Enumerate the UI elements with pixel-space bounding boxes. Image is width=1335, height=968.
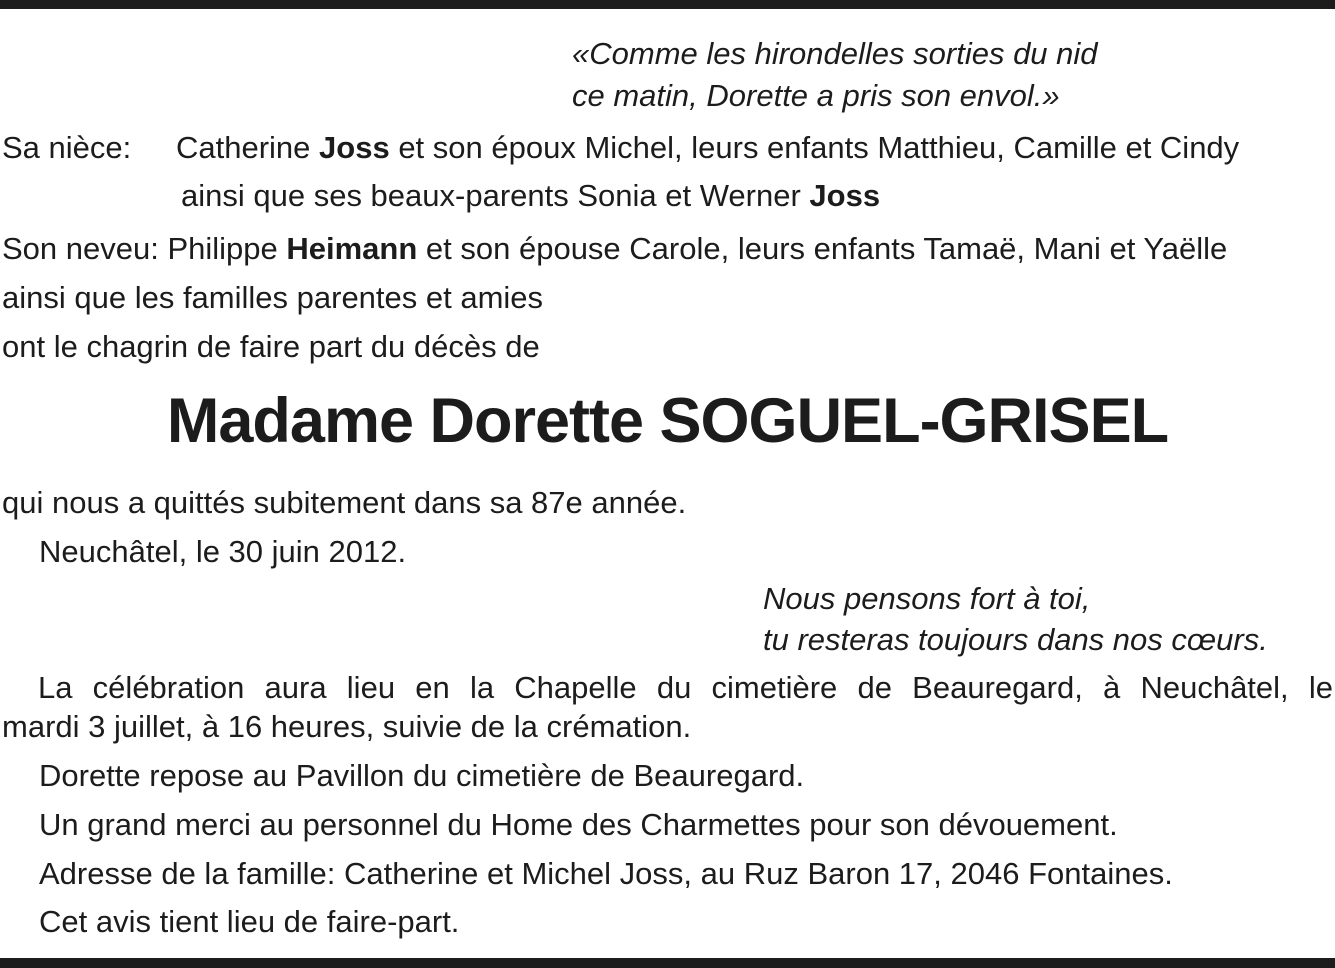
epigraph-line-1: «Comme les hirondelles sorties du nid xyxy=(572,36,1098,71)
ceremony-line-1: La célébration aura lieu en la Chapelle du cimetière de Beauregard, à Neuchâtel, le xyxy=(38,670,1333,705)
niece-line-2 xyxy=(181,177,880,215)
niece-surname: Joss xyxy=(319,130,390,165)
nephew-line xyxy=(2,230,1227,268)
top-rule xyxy=(0,0,1335,9)
verse-line-1: Nous pensons fort à toi, xyxy=(763,581,1091,616)
address-line: Adresse de la famille: Catherine et Michel Joss, au Ruz Baron 17, 2046 Fontaines. xyxy=(39,856,1173,891)
niece-line2-surname: Joss xyxy=(809,178,881,213)
rest-line: Dorette repose au Pavillon du cimetière de Beauregard. xyxy=(39,758,805,793)
ceremony-line-2: mardi 3 juillet, à 16 heures, suivie de la crémation. xyxy=(2,709,692,744)
ceremony-paragraph xyxy=(0,669,1333,707)
niece-label: Sa nièce: xyxy=(2,130,132,165)
nephew-pre: Son neveu: Philippe xyxy=(2,231,287,266)
circumstance-line: qui nous a quittés subitement dans sa 87e année. xyxy=(2,485,687,520)
thanks-line: Un grand merci au personnel du Home des Charmettes pour son dévouement. xyxy=(39,807,1118,842)
place-date-line: Neuchâtel, le 30 juin 2012. xyxy=(39,534,407,569)
families-line: ainsi que les familles parentes et amies xyxy=(2,280,544,315)
niece-line2-pre: ainsi que ses beaux-parents Sonia et Werner xyxy=(181,178,810,213)
verse-line-2: tu resteras toujours dans nos cœurs. xyxy=(763,622,1268,657)
niece-line-1 xyxy=(176,129,1239,167)
bottom-rule xyxy=(0,958,1335,968)
niece-pre: Catherine xyxy=(176,130,320,165)
notice-line: Cet avis tient lieu de faire-part. xyxy=(39,904,460,939)
nephew-surname: Heimann xyxy=(286,231,418,266)
nephew-rest: et son épouse Carole, leurs enfants Tamaë, Mani et Yaëlle xyxy=(417,231,1228,266)
epigraph-line-2: ce matin, Dorette a pris son envol.» xyxy=(572,78,1060,113)
announce-line: ont le chagrin de faire part du décès de xyxy=(2,329,540,364)
deceased-name: Madame Dorette SOGUEL-GRISEL xyxy=(166,386,1169,456)
niece-rest: et son époux Michel, leurs enfants Matthieu, Camille et Cindy xyxy=(389,130,1240,165)
